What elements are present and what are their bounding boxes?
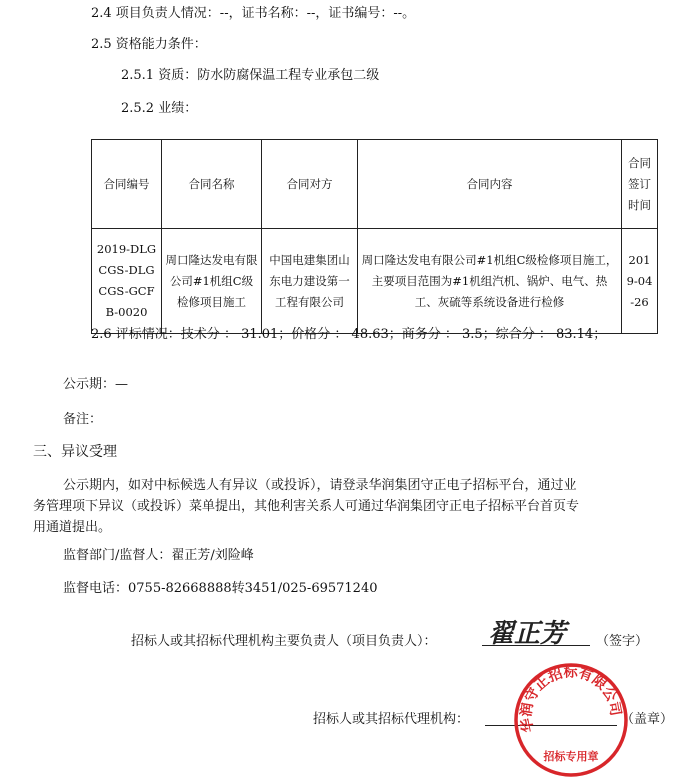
cell-sign-date: 2019-04-26 [622, 229, 658, 334]
objection-text-line-3: 用通道提出。 [33, 520, 112, 535]
section-2-5-2-performance: 2.5.2 业绩： [121, 101, 198, 116]
seal-arc-text: 华润守正招标有限公司 [518, 664, 624, 734]
section-2-6-evaluation: 2.6 评标情况：技术分 ： 31.01；价格分 ： 48.63；商务分 ： 3.5；综合分 ： 83.14； [91, 327, 607, 342]
cell-contract-name: 周口隆达发电有限公司#1机组C级检修项目施工 [162, 229, 262, 334]
cell-contract-content: 周口隆达发电有限公司#1机组C级检修项目施工，主要项目范围为#1机组汽机、锅炉、电气、热工、灰硫等系统设备进行检修 [358, 229, 622, 334]
seal-bottom-text: 招标专用章 [543, 750, 599, 763]
header-contract-no: 合同编号 [92, 140, 162, 229]
objection-text-line-2: 务管理项下异议（或投诉）菜单提出，其他利害关系人可通过华润集团守正电子招标平台首页专 [33, 499, 580, 514]
header-sign-date: 合同签订时间 [622, 140, 658, 229]
principal-label: 招标人或其招标代理机构主要负责人（项目负责人）： [131, 634, 437, 649]
company-seal [513, 662, 629, 778]
agency-label: 招标人或其招标代理机构： [313, 712, 470, 727]
supervision-phone: 监督电话：0755-82668888转3451/025-69571240 [63, 581, 378, 596]
contracts-table [91, 139, 658, 334]
header-counterparty: 合同对方 [262, 140, 358, 229]
publicity-period: 公示期：— [63, 377, 129, 392]
signature-text: 翟正芳 [488, 619, 567, 649]
handwritten-signature [480, 612, 590, 652]
signature-line [482, 645, 590, 646]
remarks: 备注： [63, 412, 103, 427]
supervision-dept: 监督部门/监督人：翟正芳/刘险峰 [63, 548, 254, 563]
seal-note: （盖章） [621, 712, 674, 727]
section-3-title: 三、异议受理 [33, 444, 117, 460]
objection-text-line-1: 公示期内，如对中标候选人有异议（或投诉），请登录华润集团守正电子招标平台，通过业 [63, 478, 577, 493]
table-header-row [92, 140, 658, 229]
header-contract-name: 合同名称 [162, 140, 262, 229]
section-2-5-qualification: 2.5 资格能力条件： [91, 37, 207, 52]
table-row [92, 229, 658, 334]
header-contract-content: 合同内容 [358, 140, 622, 229]
signature-note: （签字） [596, 634, 649, 649]
section-2-4-project-leader: 2.4 项目负责人情况：--，证书名称：--，证书编号：--。 [91, 6, 416, 21]
cell-counterparty: 中国电建集团山东电力建设第一工程有限公司 [262, 229, 358, 334]
cell-contract-no: 2019-DLGCGS-DLGCGS-GCFB-0020 [92, 229, 162, 334]
section-2-5-1-certification: 2.5.1 资质：防水防腐保温工程专业承包二级 [121, 68, 380, 83]
